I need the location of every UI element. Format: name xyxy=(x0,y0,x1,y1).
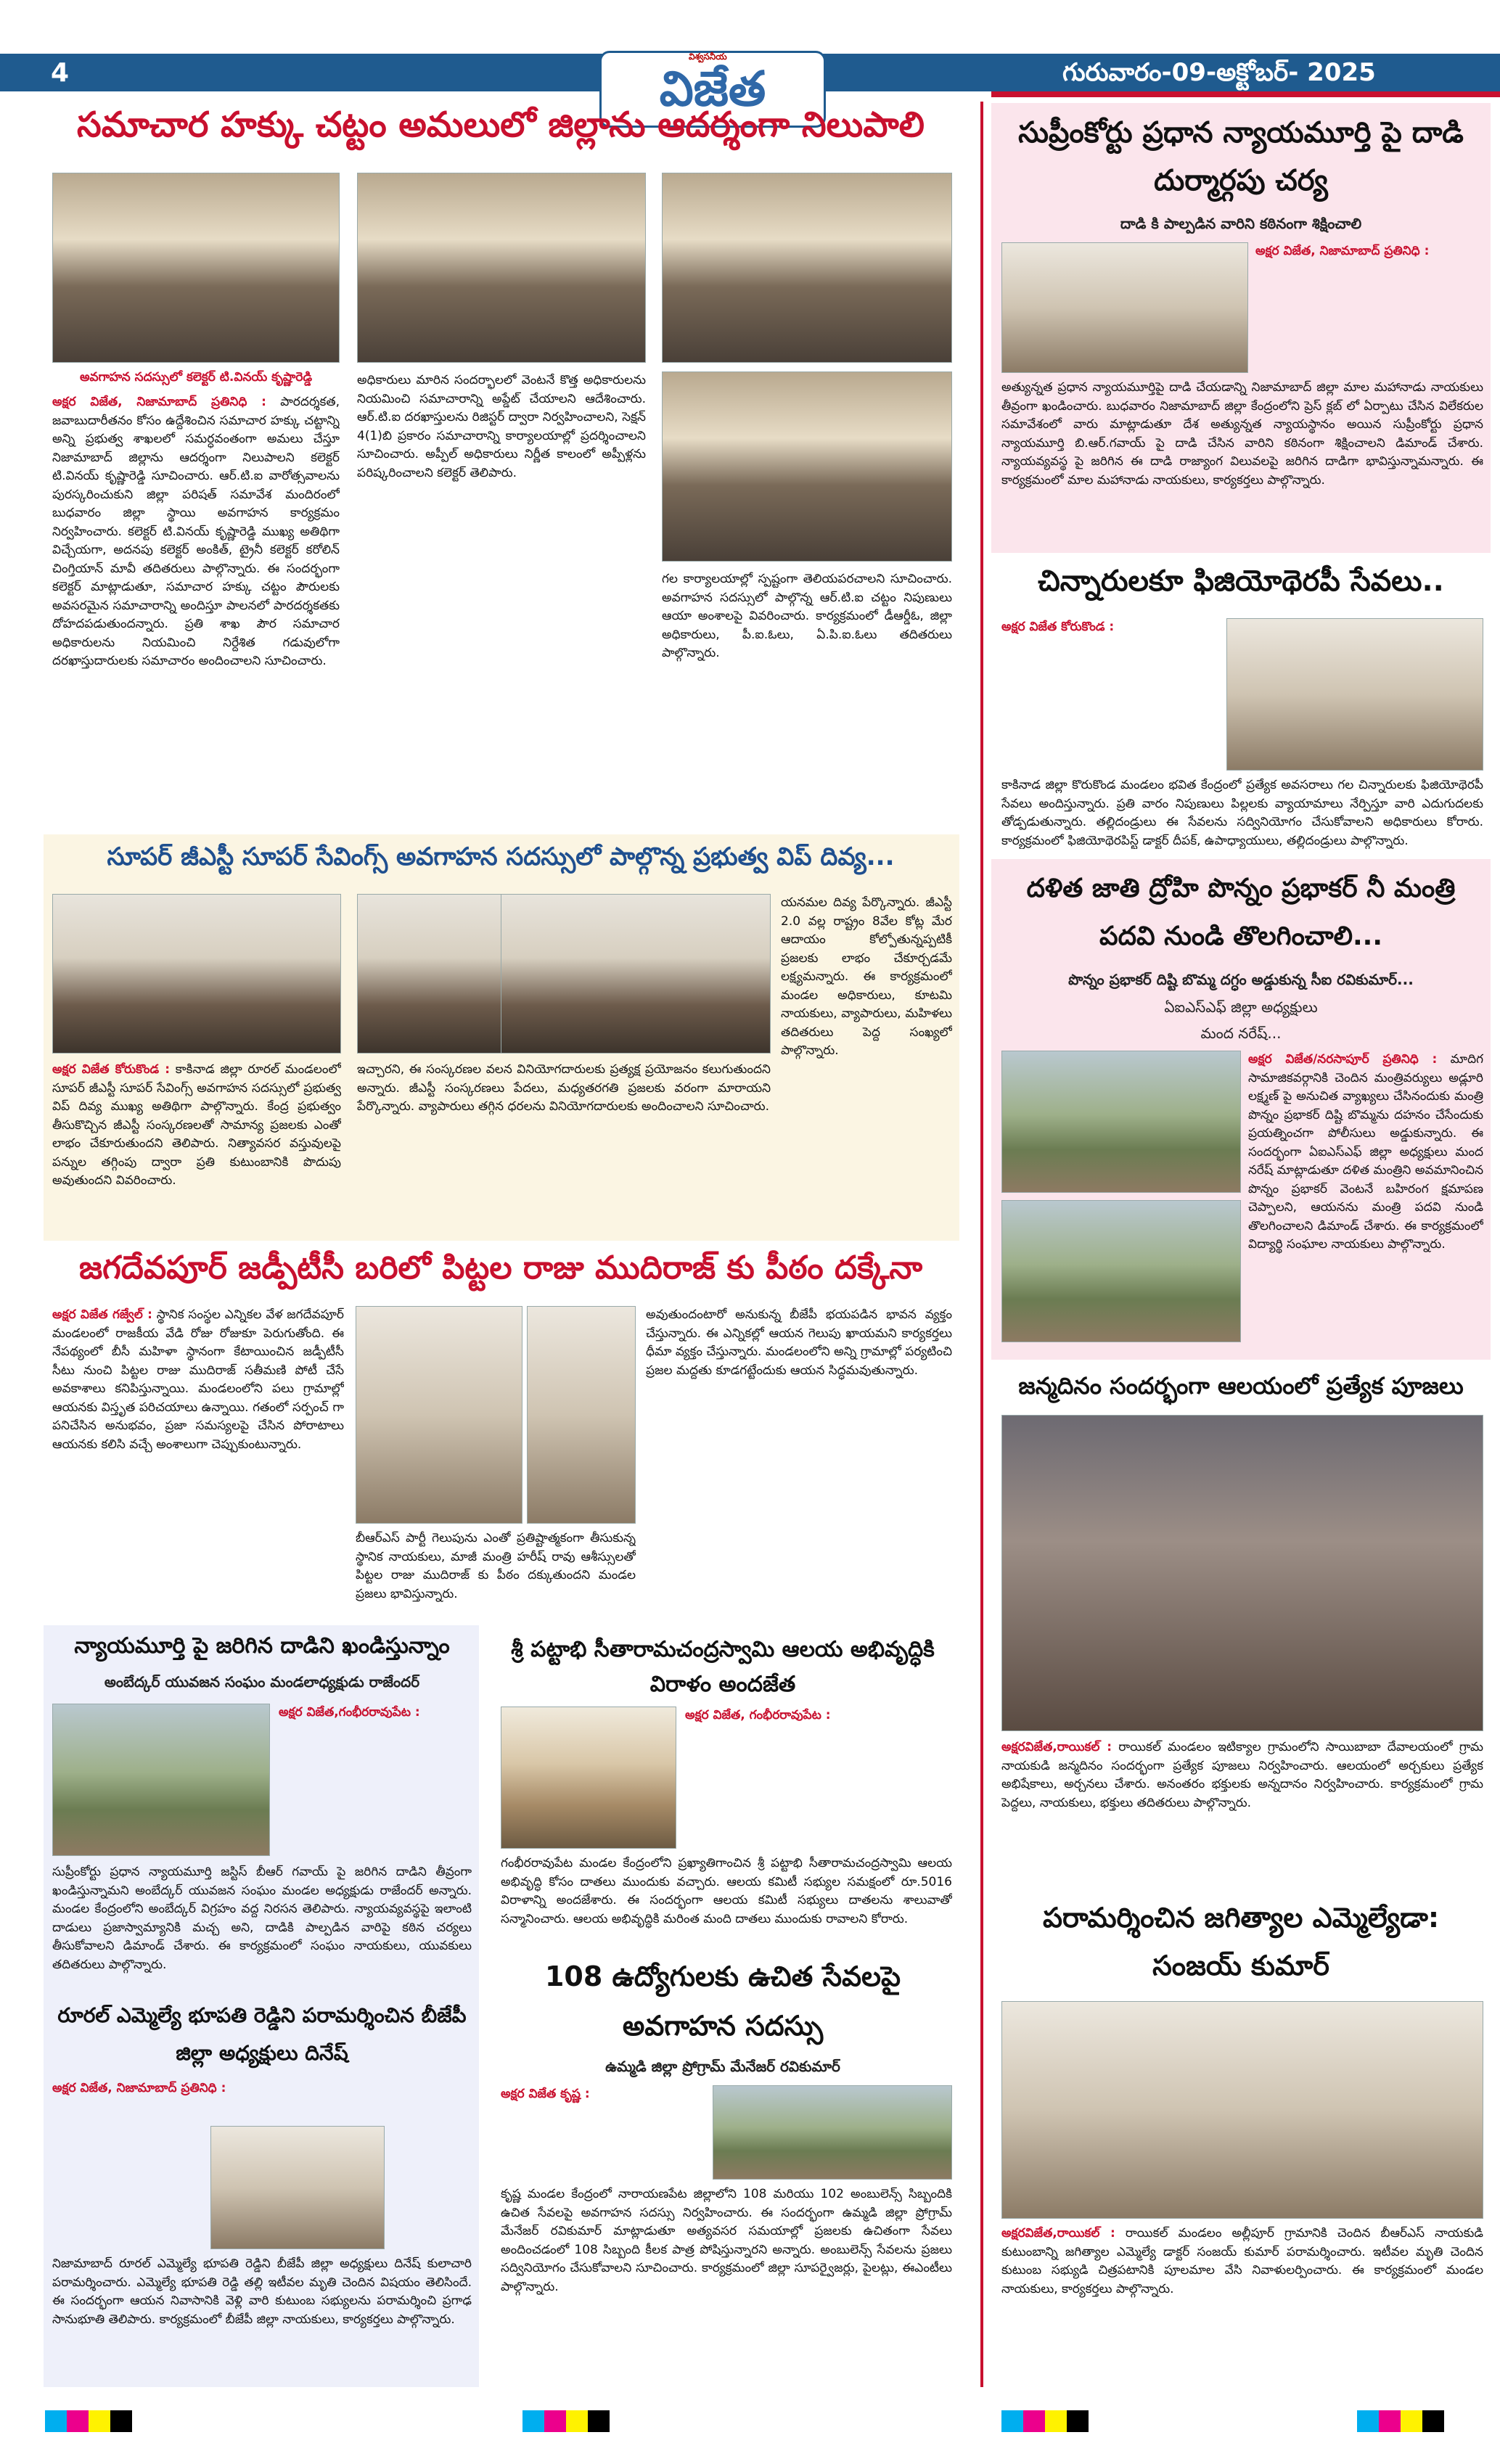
temple-dev-photo-deity xyxy=(501,1707,676,1849)
ponnam-body-col xyxy=(1248,1051,1483,1355)
gst-photo-guests xyxy=(501,894,771,1054)
service108-byline: అక్షర విజేత కృష్ణ : xyxy=(501,2087,590,2101)
condemn-headline: న్యాయమూర్తి పై జరిగిన దాడిని ఖండిస్తున్నాం xyxy=(74,1633,450,1659)
cji-photo-press xyxy=(1001,242,1248,373)
cji-body: అత్యున్నత ప్రధాన న్యాయమూర్తిపై దాడి చేయడాన్ని నిజామాబాద్ జిల్లా మాల మహానాడు నాయకులు తీవ్రంగా ఖండించారు. బుధవారం నిజామాబాద్ జిల్లా కేంద్రంలోని ప్రెస్ క్లబ్ లో ఏర్పాటు చేసిన విలేకరుల సమావేశంలో వారు మాట్లాడుతూ దేశ అత్యున్నత న్యాయస్థానం అయిన సుప్రీంకోర్టు ప్రధాన న్యాయమూర్తి బి.ఆర్.గవాయ్ పై దాడి చేసిన వారిని కఠినంగా శిక్షించాలని డిమాండ్ చేశారు. న్యాయవ్యవస్థ పై జరిగిన ఈ దాడి రాజ్యాంగ విలువలపై జరిగిన దాడిగా భావిస్తున్నామన్నారు. ఈ కార్యక్రమంలో మాల మహానాడు నాయకులు, కార్యకర్తలు పాల్గొన్నారు. xyxy=(1001,380,1483,488)
ponnam-byline: అక్షర విజేత/నరసాపూర్ ప్రతినిధి : xyxy=(1248,1052,1438,1067)
jagadevpur-body-col1 xyxy=(52,1306,344,1617)
temple-dev-body: గంభీరరావుపేట మండల కేంద్రంలోని ప్రఖ్యాతిగాంచిన శ్రీ పట్టాభి సీతారామచంద్రస్వామి ఆలయ అభివృద్ధి కోసం దాతలు ముందుకు వచ్చారు. ఆలయ కమిటీ సభ్యుల సమక్షంలో రూ.5016 విరాళాన్ని అందజేశారు. ఈ సందర్భంగా ఆలయ కమిటీ సభ్యులు దాతలను శాలువాతో సన్మానించారు. ఆలయ అభివృద్ధికి మరింత మంది దాతలు ముందుకు రావాలని కోరారు. xyxy=(501,1856,952,1926)
sanjay-body xyxy=(1001,2225,1483,2384)
condemn-body-col-right xyxy=(279,1704,472,1856)
page-number: 4 xyxy=(51,58,70,88)
rti-photo-audience xyxy=(357,173,646,363)
physio-photo xyxy=(1226,618,1483,771)
issue-date: గురువారం-09-అక్టోబర్- 2025 xyxy=(1062,58,1376,87)
rti-photo-crowd xyxy=(662,371,952,562)
column-divider xyxy=(980,102,983,2387)
jagadevpur-byline: అక్షర విజేత గజ్వేల్ : xyxy=(52,1307,152,1322)
physio-headline: చిన్నారులకూ ఫిజియోథెరపీ సేవలు.. xyxy=(1038,564,1444,598)
service108-subhead: ఉమ్మడి జిల్లా ప్రోగ్రామ్ మేనేజర్ రవికుమార్ xyxy=(605,2058,840,2075)
jagadevpur-headline: జగదేవపూర్ జడ్పీటీసీ బరిలో పిట్టల రాజు ముదిరాజ్ కు పీఠం దక్కేనా xyxy=(78,1249,923,1286)
rti-byline: అక్షర విజేత, నిజామాబాద్ ప్రతినిధి : xyxy=(52,395,266,409)
ponnam-photo-police xyxy=(1001,1051,1241,1193)
temple-dev-byline: అక్షర విజేత, గంభీరరావుపేట : xyxy=(685,1708,831,1722)
rti-body-col1 xyxy=(52,393,340,826)
physio-body: కాకినాడ జిల్లా కొరుకొండ మండలం భవిత కేంద్రంలో ప్రత్యేక అవసరాలు గల చిన్నారులకు ఫిజియోథెరపీ సేవలు అందిస్తున్నారు. ప్రతి వారం నిపుణులు పిల్లలకు వ్యాయామాలు నేర్పిస్తూ వారి ఎదుగుదలకు తోడ్పడుతున్నారు. తల్లిదండ్రులు ఈ సేవలను సద్వినియోగం చేసుకోవాలని అధికారులు కోరారు. కార్యక్రమంలో ఫిజియోథెరపిస్ట్ డాక్టర్ దీపక్, ఉపాధ్యాయులు, తల్లిదండ్రులు పాల్గొన్నారు. xyxy=(1001,778,1483,848)
cji-byline: అక్షర విజేత, నిజామాబాద్ ప్రతినిధి : xyxy=(1255,244,1430,258)
cji-byline-box xyxy=(1255,242,1483,373)
cji-headline: సుప్రీంకోర్టు ప్రధాన న్యాయమూర్తి పై దాడి దుర్మార్గపు చర్య xyxy=(1018,116,1464,197)
ponnam-body-text-1: మాదిగ సామాజికవర్గానికి చెందిన మంత్రివర్యులు అడ్లూరి లక్ష్మణ్ పై అనుచిత వ్యాఖ్యలు చేసినందుకు మంత్రి పొన్నం ప్రభాకర్ దిష్టి బొమ్మను దహనం చేసేందుకు ప్రయత్నించగా పోలీసులు అడ్డుకున్నారు. ఈ సందర్భంగా ఏఐఎస్ఎఫ్ జిల్లా అధ్యక్షులు మంద నరేష్ మాట్లాడుతూ దళిత మంత్రిని అవమానించిన పొన్నం ప్రభాకర్ వెంటనే బహిరంగ క్షమాపణ చెప్పాలని, ఆయనను మంత్రి పదవి నుండి తొలగించాలని డిమాండ్ చేశారు. ఈ కార్యక్రమంలో విద్యార్థి సంఘాల నాయకులు పాల్గొన్నారు. xyxy=(1248,1052,1483,1252)
ponnam-subhead-3: మంద నరేష్... xyxy=(1200,1024,1282,1042)
rti-body-text-1: పారదర్శకత, జవాబుదారీతనం కోసం ఉద్దేశించిన సమాచార హక్కు చట్టాన్ని అన్ని ప్రభుత్వ శాఖలలో సమర్ధవంతంగా అమలు చేస్తూ నిజామాబాద్ జిల్లాను ఆదర్శంగా నిలుపాలని కలెక్టర్ టి.వినయ్ కృష్ణారెడ్డి సూచించారు. ఆర్.టి.ఐ వారోత్సవాలను పురస్కరించుకుని జిల్లా పరిషత్ సమావేశ మందిరంలో బుధవారం జిల్లా స్థాయి అవగాహన కార్యక్రమం నిర్వహించారు. కలెక్టర్ టి.వినయ్ కృష్ణారెడ్డి ముఖ్య అతిథిగా విచ్చేయగా, అదనపు కలెక్టర్ అంకిత్, ట్రైనీ కలెక్టర్ కరోలిన్ చింగ్తియాన్ మావీ తదితరులు పాల్గొన్నారు. ఈ సందర్భంగా కలెక్టర్ మాట్లాడుతూ, సమాచార హక్కు చట్టం పౌరులకు అవసరమైన సమాచారాన్ని అందిస్తూ పాలనలో పారదర్శకతకు దోహదపడుతుందన్నారు. ప్రతి శాఖ పౌర సమాచార అధికారులను నియమించి నిర్దేశిత గడువులోగా దరఖాస్తుదారులకు సమాచారం అందించాలని సూచించారు. xyxy=(52,395,340,668)
bhoopathi-photo xyxy=(210,2126,385,2249)
jagadevpur-body-col3: అవుతుందంటారో అనుకున్న బీజేపీ భయపడిన భావన వ్యక్తం చేస్తున్నారు. ఈ ఎన్నికల్లో ఆయన గెలుపు ఖాయమని కార్యకర్తలు ధీమా వ్యక్తం చేస్తున్నారు. మండలంలోని అన్ని గ్రామాల్లో పర్యటించి ప్రజల మద్దతు కూడగట్టేందుకు ఆయన సిద్ధమవుతున్నారు. xyxy=(646,1307,952,1378)
service108-byline-box xyxy=(501,2085,704,2180)
condemn-byline: అక్షర విజేత,గంభీరరావుపేట : xyxy=(279,1705,420,1720)
jagadevpur-photo-felicitation xyxy=(356,1306,522,1524)
ponnam-headline: దళిత జాతి ద్రోహి పొన్నం ప్రభాకర్ నీ మంత్రి పదవి నుండి తొలగించాలి... xyxy=(1026,874,1456,951)
rti-caption: అవగాహన సదస్సులో కలెక్టర్ టి.వినయ్ కృష్ణారెడ్డి xyxy=(79,370,313,385)
temple-dev-body-right xyxy=(685,1707,952,1849)
masthead-title: విజేత xyxy=(659,61,766,117)
cji-subhead: దాడి కి పాల్పడిన వారిని కఠినంగా శిక్షించాలి xyxy=(1120,215,1362,232)
rti-photo-dais xyxy=(52,173,340,363)
gst-headline: సూపర్ జీఎస్టీ సూపర్ సేవింగ్స్ అవగాహన సదస్సులో పాల్గొన్న ప్రభుత్వ విప్ దివ్య... xyxy=(107,842,895,871)
rti-headline: సమాచార హక్కు చట్టం అమలులో జిల్లాను ఆదర్శంగా నిలుపాలి xyxy=(77,104,925,145)
gst-photo-audience xyxy=(52,894,341,1054)
jagadevpur-body-text-1: స్థానిక సంస్థల ఎన్నికల వేళ జగదేవపూర్ మండలంలో రాజకీయ వేడి రోజు రోజుకూ పెరుగుతోంది. ఈ నేపథ్యంలో బీసీ మహిళా స్థానంగా కేటాయించిన జడ్పీటీసీ సీటు నుంచి పిట్టల రాజు ముదిరాజ్ సతీమణి పోటీ చేసే అవకాశాలు కనిపిస్తున్నాయి. మండలంలోని పలు గ్రామాల్లో ఆయనకు విస్తృత పరిచయాలు ఉన్నాయి. గతంలో సర్పంచ్ గా పనిచేసిన అనుభవం, ప్రజా సమస్యలపై చేసిన పోరాటాలు ఆయనకు కలిసి వచ్చే అంశాలుగా చెప్పుకుంటున్నారు. xyxy=(52,1307,344,1452)
birthday-byline: అక్షరవిజేత,రాయికల్ : xyxy=(1001,1740,1112,1754)
physio-byline: అక్షర విజేత కోరుకొండ : xyxy=(1001,620,1115,634)
service108-photo xyxy=(713,2085,952,2180)
physio-byline-box xyxy=(1001,618,1219,771)
birthday-headline: జన్మదినం సందర్భంగా ఆలయంలో ప్రత్యేక పూజలు xyxy=(1018,1372,1464,1400)
condemn-subhead: అంబేద్కర్ యువజన సంఘం మండలాధ్యక్షుడు రాజేందర్ xyxy=(104,1673,420,1691)
sanjay-photo xyxy=(1001,2001,1483,2219)
ponnam-photo-protest xyxy=(1001,1200,1241,1342)
condemn-photo-protest xyxy=(52,1704,270,1856)
bhoopathi-body: నిజామాబాద్ రూరల్ ఎమ్మెల్యే భూపతి రెడ్డిని బీజేపీ జిల్లా అధ్యక్షులు దినేష్ కులాచారి పరామర్శించారు. ఎమ్మెల్యే భూపతి రెడ్డి తల్లి ఇటీవల మృతి చెందిన విషయం తెలిసిందే. ఈ సందర్భంగా ఆయన నివాసానికి వెళ్లి వారి కుటుంబ సభ్యులను పరామర్శించి ప్రగాఢ సానుభూతి తెలిపారు. కార్యక్రమంలో బీజేపీ జిల్లా నాయకులు, కార్యకర్తలు పాల్గొన్నారు. xyxy=(52,2256,472,2327)
gst-body-text-1: కాకినాడ జిల్లా రూరల్ మండలంలో సూపర్ జీఎస్టీ సూపర్ సేవింగ్స్ అవగాహన సదస్సులో ప్రభుత్వ విప్ దివ్య ముఖ్య అతిథిగా పాల్గొన్నారు. కేంద్ర ప్రభుత్వం తీసుకొచ్చిన జీఎస్టీ సంస్కరణలతో సామాన్య ప్రజలకు ఎంతో లాభం చేకూరుతుందని తెలిపారు. నిత్యావసర వస్తువులపై పన్నుల తగ్గింపు ద్వారా ప్రతి కుటుంబానికి పొదుపు అవుతుందని వివరించారు. xyxy=(52,1062,341,1188)
sanjay-body-text-1: రాయికల్ మండలం అల్లీపూర్ గ్రామానికి చెందిన బీఆర్ఎస్ నాయకుడి కుటుంబాన్ని జగిత్యాల ఎమ్మెల్యే డాక్టర్ సంజయ్ కుమార్ పరామర్శించారు. ఇటీవల మృతి చెందిన కుటుంబ సభ్యుడి చిత్రపటానికి పూలమాల వేసి నివాళులర్పించారు. ఈ కార్యక్రమంలో మండల నాయకులు, కార్యకర్తలు పాల్గొన్నారు. xyxy=(1001,2226,1483,2296)
service108-body: కృష్ణ మండల కేంద్రంలో నారాయణపేట జిల్లాలోని 108 మరియు 102 అంబులెన్స్ సిబ్బందికి ఉచిత సేవలపై అవగాహన సదస్సు నిర్వహించారు. ఈ సందర్భంగా ఉమ్మడి జిల్లా ప్రోగ్రామ్ మేనేజర్ రవికుమార్ మాట్లాడుతూ అత్యవసర సమయాల్లో ప్రజలకు ఉచితంగా సేవలు అందించడంలో 108 సిబ్బంది కీలక పాత్ర పోషిస్తున్నారని అన్నారు. అంబులెన్స్ సేవలను ప్రజలు సద్వినియోగం చేసుకోవాలని సూచించారు. కార్యక్రమంలో జిల్లా సూపర్వైజర్లు, పైలట్లు, ఈఎంటీలు పాల్గొన్నారు. xyxy=(501,2187,952,2294)
ponnam-subhead: పొన్నం ప్రభాకర్ దిష్టి బొమ్మ దగ్ధం అడ్డుకున్న సీఐ రవికుమార్... xyxy=(1068,971,1414,988)
sanjay-byline: అక్షరవిజేత,రాయికల్ : xyxy=(1001,2226,1115,2241)
service108-headline: 108 ఉద్యోగులకు ఉచిత సేవలపై అవగాహన సదస్సు xyxy=(544,1960,901,2042)
bhoopathi-headline: రూరల్ ఎమ్మెల్యే భూపతి రెడ్డిని పరామర్శించిన బీజేపీ జిల్లా అధ్యక్షులు దినేష్ xyxy=(57,2003,467,2065)
temple-dev-headline: శ్రీ పట్టాభి సీతారామచంద్రస్వామి ఆలయ అభివృద్ధికి విరాళం అందజేత xyxy=(511,1637,935,1697)
gst-body-col2: ఇచ్చారని, ఈ సంస్కరణల వలన వినియోగదారులకు ప్రత్యక్ష ప్రయోజనం కలుగుతుందని అన్నారు. జీఎస్టీ సంస్కరణలు పేదలు, మధ్యతరగతి ప్రజలకు వరంగా మారాయని పేర్కొన్నారు. వ్యాపారులు తగ్గిన ధరలను వినియోగదారులకు అందించాలని సూచించారు. xyxy=(357,1062,771,1114)
birthday-photo-temple xyxy=(1001,1415,1483,1731)
right-column-rule xyxy=(991,91,1500,97)
rti-body-col2: అధికారులు మారిన సందర్భాలలో వెంటనే కొత్త అధికారులను నియమించి సమాచారాన్ని అప్డేట్ చేయాలని ఆదేశించారు. ఆర్.టి.ఐ దరఖాస్తులను రిజిస్టర్ ద్వారా నిర్వహించాలని, సెక్షన్ 4(1)బి ప్రకారం సమాచారాన్ని కార్యాలయాల్లో ప్రదర్శించాలని సూచించారు. అప్పీల్ అధికారులు నిర్ణీత కాలంలో అప్పీళ్లను పరిష్కరించాలని కలెక్టర్ తెలిపారు. xyxy=(357,373,646,480)
gst-body-col1 xyxy=(52,1061,341,1232)
jagadevpur-photo-leaders xyxy=(527,1306,636,1524)
bhoopathi-byline: అక్షర విజేత, నిజామాబాద్ ప్రతినిధి : xyxy=(52,2081,226,2095)
masthead-tag: విశ్వసనీయ xyxy=(689,52,727,62)
jagadevpur-body-col2: బీఆర్ఎస్ పార్టీ గెలుపును ఎంతో ప్రతిష్టాత్మకంగా తీసుకున్న స్థానిక నాయకులు, మాజీ మంత్రి హరీష్ రావు ఆశీస్సులతో పిట్టల రాజు ముదిరాజ్ కు పీఠం దక్కుతుందని మండల ప్రజలు భావిస్తున్నారు. xyxy=(356,1531,636,1601)
birthday-body-text-1: రాయికల్ మండలం ఇటిక్యాల గ్రామంలోని సాయిబాబా దేవాలయంలో గ్రామ నాయకుడి జన్మదినం సందర్భంగా ప్రత్యేక పూజలు నిర్వహించారు. ఆలయంలో అర్చకులు ప్రత్యేక అభిషేకాలు, అర్చనలు చేశారు. అనంతరం భక్తులకు అన్నదానం నిర్వహించారు. కార్యక్రమంలో గ్రామ పెద్దలు, నాయకులు, భక్తులు తదితరులు పాల్గొన్నారు. xyxy=(1001,1740,1483,1810)
bhoopathi-byline-line xyxy=(52,2079,472,2123)
sanjay-headline: పరామర్శించిన జగిత్యాల ఎమ్మెల్యేడా: సంజయ్ కుమార్ xyxy=(1042,1902,1440,1982)
rti-body-col3: గల కార్యాలయాల్లో స్పష్టంగా తెలియపరచాలని సూచించారు. అవగాహన సదస్సులో పాల్గొన్న ఆర్.టి.ఐ చట్టం నిపుణులు ఆయా అంశాలపై వివరించారు. కార్యక్రమంలో డీఆర్డీఓ, జిల్లా అధికారులు, పీ.ఐ.ఓలు, ఏ.పి.ఐ.ఓలు తదితరులు పాల్గొన్నారు. xyxy=(662,572,952,660)
gst-body-col3: యనమల దివ్య పేర్కొన్నారు. జీఎస్టీ 2.0 వల్ల రాష్ట్రం 8వేల కోట్ల మేర ఆదాయం కోల్పోతున్నప్పటికీ ప్రజలకు లాభం చేకూర్చడమే లక్ష్యమన్నారు. ఈ కార్యక్రమంలో మండల అధికారులు, కూటమి నాయకులు, వ్యాపారులు, మహిళలు తదితరులు పెద్ద సంఖ్యలో పాల్గొన్నారు. xyxy=(781,895,952,1058)
condemn-body: సుప్రీంకోర్టు ప్రధాన న్యాయమూర్తి జస్టిస్ బీఆర్ గవాయ్ పై జరిగిన దాడిని తీవ్రంగా ఖండిస్తున్నామని అంబేద్కర్ యువజన సంఘం మండల అధ్యక్షుడు రాజేందర్ అన్నారు. మండల కేంద్రంలోని అంబేద్కర్ విగ్రహం వద్ద నిరసన తెలిపారు. న్యాయవ్యవస్థపై ఇలాంటి దాడులు ప్రజాస్వామ్యానికి మచ్చ అని, దాడికి పాల్పడిన వారిపై కఠిన చర్యలు తీసుకోవాలని డిమాండ్ చేశారు. ఈ కార్యక్రమంలో సంఘం నాయకులు, యువకులు తదితరులు పాల్గొన్నారు. xyxy=(52,1865,472,1972)
rti-photo-hall xyxy=(662,173,952,363)
ponnam-subhead-2: ఏఐఎస్ఎఫ్ జిల్లా అధ్యక్షులు xyxy=(1164,998,1318,1016)
birthday-body xyxy=(1001,1738,1483,1884)
gst-byline: అక్షర విజేత కోరుకొండ : xyxy=(52,1062,171,1077)
